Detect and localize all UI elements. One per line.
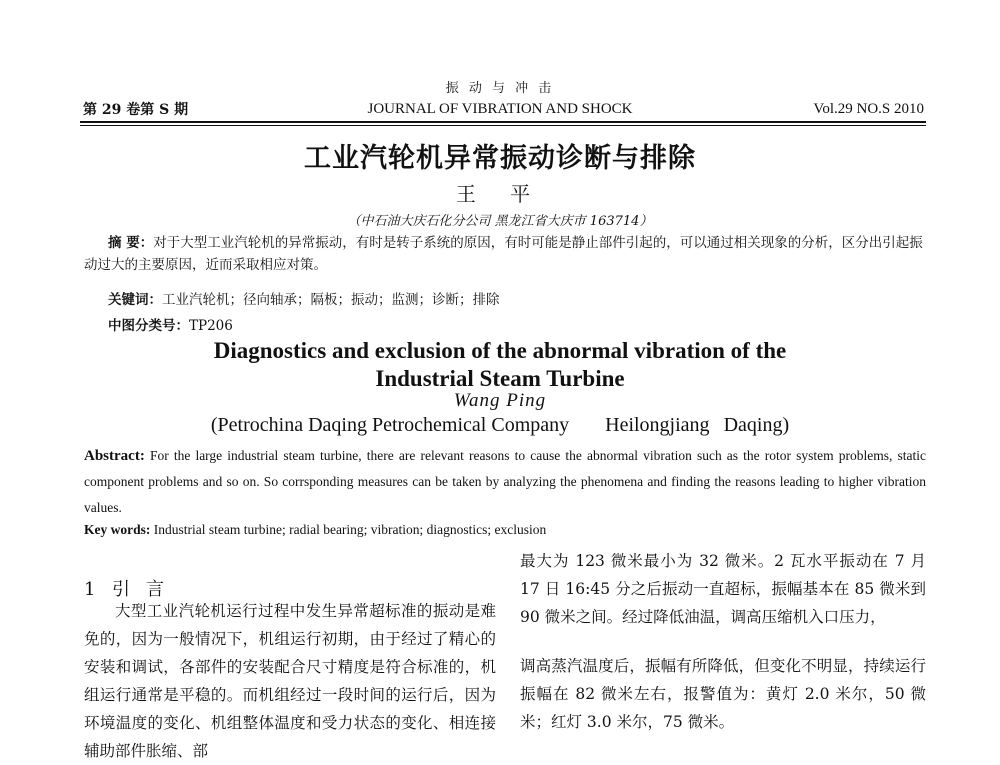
issue-cn: 第 29 卷第 S 期 [83, 102, 189, 118]
journal-name-cn: 振 动 与 冲 击 [445, 81, 555, 96]
paper-title-en: Diagnostics and exclusion of the abnormal vibration of the Industrial Steam Turbine [213, 338, 787, 391]
issue-en: Vol.29 NO.S 2010 [813, 101, 924, 117]
abstract-en [84, 443, 926, 521]
abstract-en-text: For the large industrial steam turbine, there are relevant reasons to cause the abnormal vibration such as the rotor system problems, static component problems and so on. So corrsponding measures can be taken by analyzing the phenomena and finding the reasons leading to higher vibration values. [84, 448, 927, 515]
header-rule-thin [80, 125, 926, 126]
keywords-en-text: Industrial steam turbine; radial bearing; vibration; diagnostics; exclusion [153, 522, 547, 537]
affiliation-en-province: Heilongjiang [605, 414, 710, 436]
classification-code: TP206 [189, 318, 233, 334]
affiliation-en-city: Daqing) [723, 414, 790, 436]
body-left-paragraph: 大型工业汽轮机运行过程中发生异常超标准的振动是难免的，因为一般情况下，机组运行初期，由于经过了精心的安装和调试，各部件的安装配合尺寸精度是符合标准的，机组运行通常是平稳的。而机组经过一段时间的运行后，因为环境温度的变化、机组整体温度和受力状态的变化、相连接辅助部件胀缩、部 [84, 602, 496, 760]
abstract-cn-label: 摘 要： [108, 235, 154, 251]
abstract-cn [84, 232, 926, 276]
section-title: 引言 [112, 579, 180, 600]
abstract-en-label: Abstract: [84, 448, 145, 464]
classification-label: 中图分类号： [108, 318, 189, 334]
header-rule-thick [80, 121, 926, 123]
abstract-cn-text: 对于大型工业汽轮机的异常振动，有时是转子系统的原因，有时可能是静止部件引起的，可以通过相关现象的分析，区分出引起振动过大的主要原因，近而采取相应对策。 [84, 235, 923, 273]
author-cn: 王 平 [455, 182, 545, 206]
keywords-cn-label: 关键词： [108, 292, 162, 308]
classification-cn [108, 314, 233, 334]
keywords-en [84, 522, 546, 538]
keywords-cn [108, 288, 500, 308]
paper-title-cn: 工业汽轮机异常振动诊断与排除 [304, 143, 696, 174]
affiliation-cn: （中石油大庆石化分公司 黑龙江省大庆市 163714） [347, 214, 653, 229]
section-number: 1 [84, 579, 96, 600]
keywords-en-label: Key words: [84, 522, 151, 537]
affiliation-en-org: (Petrochina Daqing Petrochemical Company [210, 414, 570, 436]
keywords-cn-text: 工业汽轮机；径向轴承；隔板；振动；监测；诊断；排除 [162, 292, 500, 308]
author-en: Wang Ping [453, 390, 547, 411]
body-right-paragraph-2: 调高蒸汽温度后，振幅有所降低，但变化不明显，持续运行振幅在 82 微米左右，报警值为：黄灯 2.0 米尔，50 微米；红灯 3.0 米尔，75 微米。 [520, 657, 926, 731]
affiliation-en [0, 414, 1000, 437]
journal-name-en: JOURNAL OF VIBRATION AND SHOCK [367, 101, 633, 117]
body-right-paragraph-1: 最大为 123 微米最小为 32 微米。2 瓦水平振动在 7 月 17 日 16:45 分之后振动一直超标，振幅基本在 85 微米到 90 微米之间。经过降低油温，调高压缩机入口压力， [520, 552, 926, 626]
